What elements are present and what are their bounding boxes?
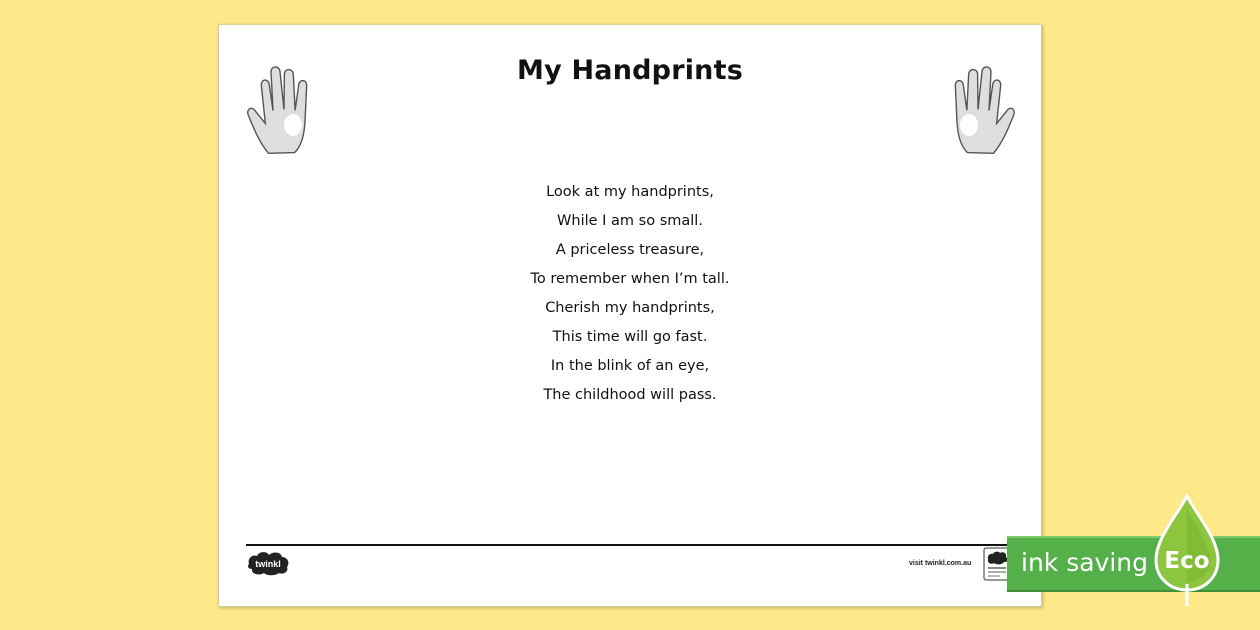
ink-saving-label: ink saving: [1021, 548, 1149, 577]
twinkl-logo: [245, 550, 291, 576]
ink-saving-banner: [1007, 536, 1260, 592]
poem-line: In the blink of an eye,: [550, 358, 710, 374]
poem-line: To remember when I’m tall.: [530, 271, 730, 287]
poem-line: While I am so small.: [557, 213, 703, 229]
poem-line: The childhood will pass.: [543, 387, 717, 403]
twinkl-logo-text: twinkl: [255, 559, 281, 569]
poem-line: Look at my handprints,: [546, 184, 714, 200]
footer-divider: [246, 544, 1012, 546]
page-title: My Handprints: [517, 55, 743, 86]
poem-line: This time will go fast.: [552, 329, 708, 345]
poem: [219, 178, 1041, 410]
website-text: visit twinkl.com.au: [909, 560, 972, 567]
eco-label: Eco: [1164, 548, 1210, 574]
poem-line: Cherish my handprints,: [545, 300, 715, 316]
worksheet-page: [218, 24, 1042, 607]
poem-line: A priceless treasure,: [555, 242, 705, 258]
